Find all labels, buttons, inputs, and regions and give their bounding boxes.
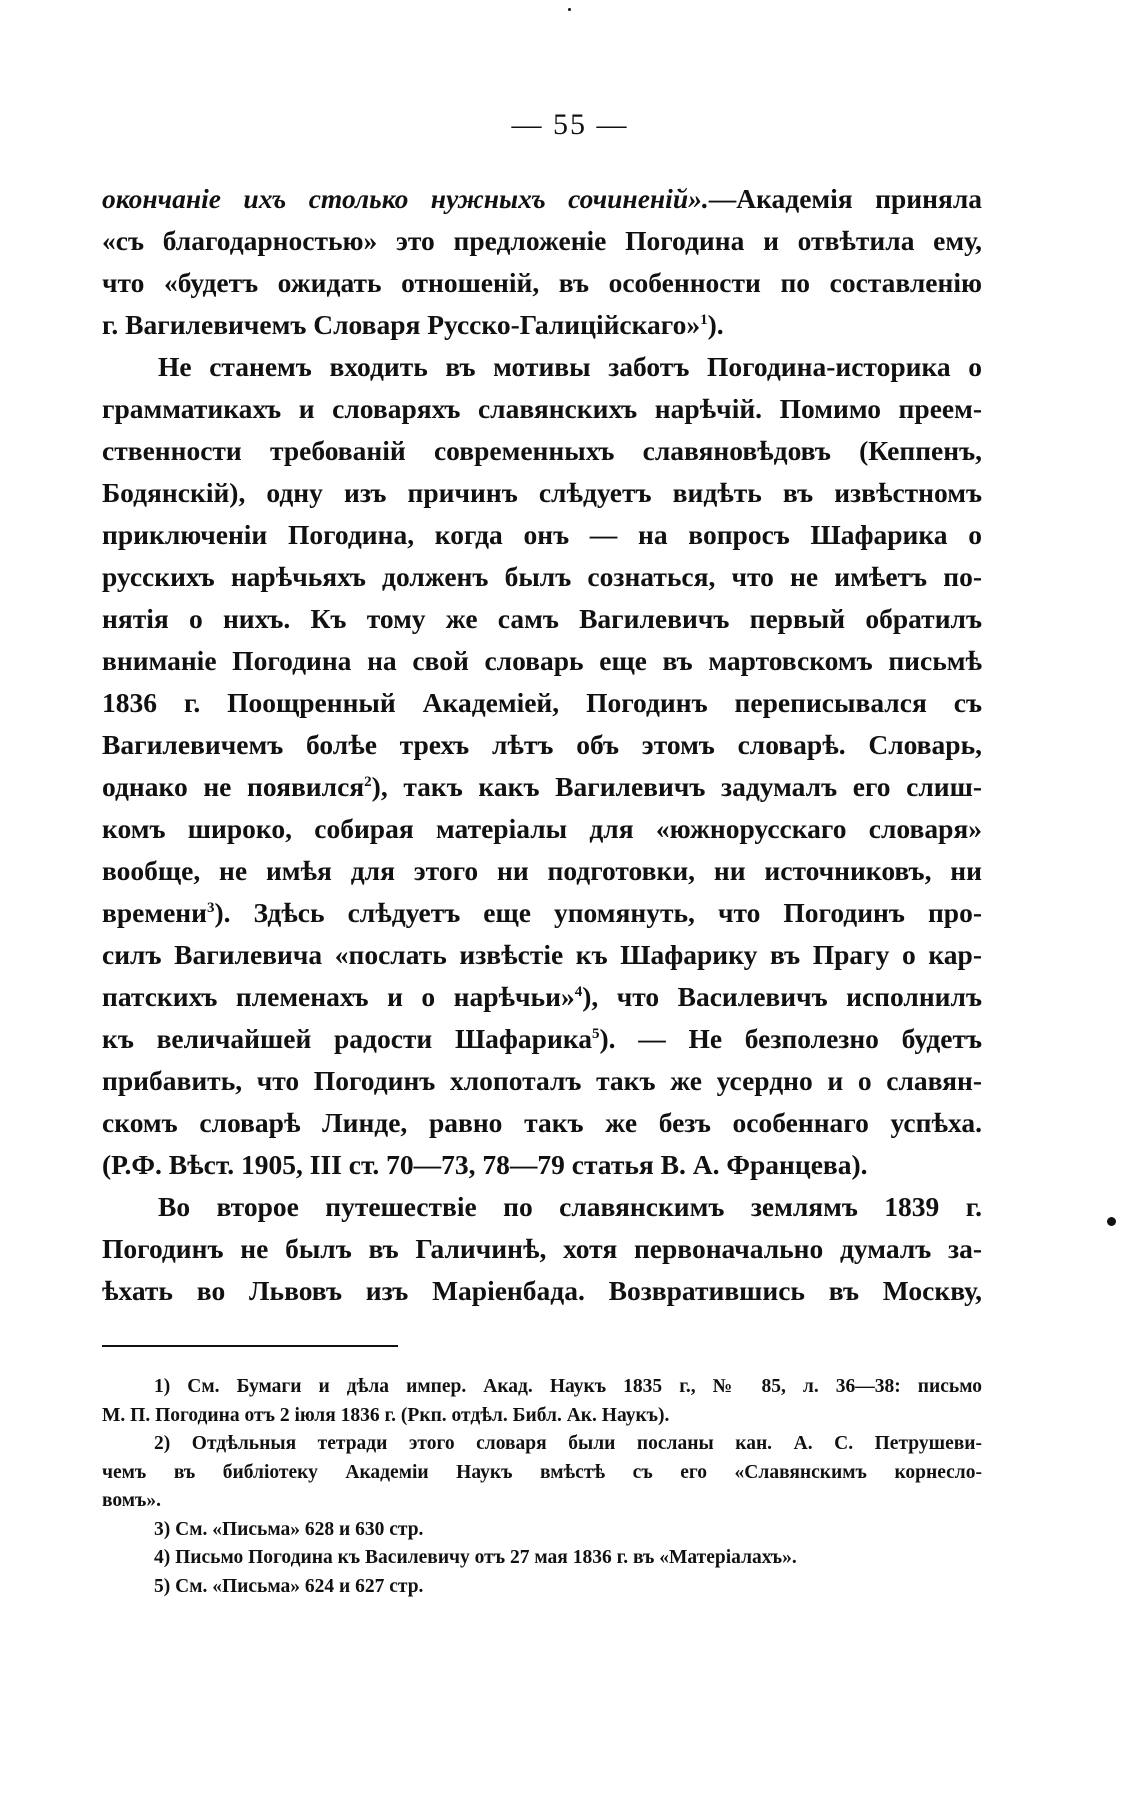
line-text: однако не появился bbox=[102, 771, 365, 802]
text-line bbox=[102, 598, 982, 640]
text-line bbox=[102, 1228, 982, 1270]
footnote-line: 3) См. «Письма» 628 и 630 стр. bbox=[154, 1518, 424, 1540]
text-line bbox=[102, 976, 982, 1018]
text-line bbox=[102, 388, 982, 430]
line-text: что «будетъ ожидать отношеній, въ особенности по составленію bbox=[102, 267, 982, 298]
footnote-ref: 3 bbox=[206, 899, 215, 916]
footnote-rule bbox=[102, 1345, 398, 1347]
text-line bbox=[102, 430, 982, 472]
line-text: патскихъ племенахъ и о нарѣчьи» bbox=[102, 981, 575, 1012]
footnote-ref: 4 bbox=[574, 983, 583, 1000]
text-line bbox=[102, 472, 982, 514]
line-text: —Академія приняла bbox=[708, 183, 983, 214]
line-text-after: ), такъ какъ Вагилевичъ задумалъ его слиш- bbox=[371, 771, 982, 802]
text-line bbox=[102, 640, 982, 682]
line-text: вниманіе Погодина на свой словарь еще въ мартовскомъ письмѣ bbox=[102, 645, 982, 676]
main-text bbox=[102, 178, 982, 1312]
text-line bbox=[102, 766, 982, 808]
line-text: скомъ словарѣ Линде, равно такъ же безъ особеннаго успѣха. bbox=[102, 1107, 982, 1138]
ink-speck bbox=[568, 8, 571, 11]
line-text: времени bbox=[102, 897, 207, 928]
text-line bbox=[102, 1186, 982, 1228]
line-text: Во второе путешествіе по славянскимъ землямъ 1839 г. bbox=[158, 1191, 982, 1222]
text-line bbox=[102, 1060, 982, 1102]
line-text: къ величайшей радости Шафарика bbox=[102, 1023, 593, 1054]
line-text: 1836 г. Поощренный Академіей, Погодинъ переписывался съ bbox=[102, 687, 982, 718]
line-text: прибавить, что Погодинъ хлопоталъ такъ же усердно и о славян- bbox=[102, 1065, 982, 1096]
text-line bbox=[102, 346, 982, 388]
italic-phrase: окончаніе ихъ столько нужныхъ сочиненій». bbox=[102, 183, 709, 214]
line-text: грамматикахъ и словаряхъ славянскихъ нарѣчій. Помимо преем- bbox=[102, 393, 982, 424]
line-text: силъ Вагилевича «послать извѣстіе къ Шафарику въ Прагу о кар- bbox=[102, 939, 982, 970]
footnote-ref: 1 bbox=[700, 311, 708, 328]
text-line bbox=[102, 682, 982, 724]
line-text: Вагилевичемъ болѣе трехъ лѣтъ объ этомъ словарѣ. Словарь, bbox=[102, 729, 982, 760]
text-line bbox=[102, 220, 982, 262]
footnote-line: 5) См. «Письма» 624 и 627 стр. bbox=[154, 1575, 424, 1597]
line-text: Бодянскій), одну изъ причинъ слѣдуетъ видѣть въ извѣстномъ bbox=[102, 477, 982, 508]
text-line bbox=[102, 1102, 982, 1144]
line-text: нятія о нихъ. Къ тому же самъ Вагилевичъ первый обратилъ bbox=[102, 603, 982, 634]
line-text-after: ), что Василевичъ исполнилъ bbox=[582, 981, 982, 1012]
text-line bbox=[102, 304, 982, 346]
line-text: русскихъ нарѣчьяхъ долженъ былъ сознаться, что не имѣетъ по- bbox=[102, 561, 982, 592]
line-text: комъ широко, собирая матеріалы для «южнорусскаго словаря» bbox=[102, 813, 982, 844]
line-text-after: ). Здѣсь слѣдуетъ еще упомянуть, что Погодинъ про- bbox=[214, 897, 982, 928]
line-text: (Р.Ф. Вѣст. 1905, III ст. 70—73, 78—79 статья В. А. Францева). bbox=[102, 1149, 868, 1180]
footnote-line: 2) Отдѣльныя тетради этого словаря были посланы кан. А. С. Петрушеви- bbox=[154, 1433, 982, 1454]
text-line bbox=[102, 514, 982, 556]
text-line bbox=[102, 934, 982, 976]
line-text-after: ). — Не безполезно будетъ bbox=[599, 1023, 983, 1054]
footnote-line: М. П. Погодина отъ 2 іюля 1836 г. (Ркп. отдѣл. Библ. Ак. Наукъ). bbox=[102, 1404, 670, 1426]
footnotes bbox=[102, 1373, 982, 1601]
text-line bbox=[102, 262, 982, 304]
text-line bbox=[102, 808, 982, 850]
page-number: — 55 — bbox=[511, 108, 629, 141]
footnote-ref: 5 bbox=[592, 1025, 600, 1042]
text-line bbox=[102, 892, 982, 934]
ink-speck bbox=[1107, 1217, 1116, 1226]
text-line bbox=[102, 1270, 982, 1312]
footnote-line: чемъ въ библіотеку Академіи Наукъ вмѣстѣ съ его «Славянскимъ корнесло- bbox=[102, 1461, 982, 1483]
line-text-after: ). bbox=[707, 309, 724, 340]
line-text: Не станемъ входить въ мотивы заботъ Погодина-историка о bbox=[158, 351, 982, 382]
line-text: вообще, не имѣя для этого ни подготовки, ни источниковъ, ни bbox=[102, 855, 982, 886]
text-line bbox=[102, 850, 982, 892]
footnote-line: вомъ». bbox=[102, 1490, 162, 1511]
text-line bbox=[102, 724, 982, 766]
footnote-line: 1) См. Бумаги и дѣла импер. Акад. Наукъ 1835 г., № 85, л. 36—38: письмо bbox=[154, 1376, 982, 1397]
line-text: «съ благодарностью» это предложеніе Погодина и отвѣтила ему, bbox=[102, 225, 982, 256]
line-text: ѣхать во Львовъ изъ Маріенбада. Возвратившись въ Москву, bbox=[102, 1275, 982, 1306]
footnote-ref: 2 bbox=[364, 773, 372, 790]
text-line bbox=[102, 556, 982, 598]
line-text: г. Вагилевичемъ Словаря Русско-Галиційскаго» bbox=[102, 309, 701, 340]
text-line bbox=[102, 1018, 982, 1060]
footnote-line: 4) Письмо Погодина къ Василевичу отъ 27 мая 1836 г. въ «Матеріалахъ». bbox=[154, 1547, 797, 1568]
line-text: Погодинъ не былъ въ Галичинѣ, хотя первоначально думалъ за- bbox=[102, 1233, 982, 1264]
line-text: ственности требованій современныхъ славяновѣдовъ (Кеппенъ, bbox=[102, 435, 982, 466]
line-text: приключеніи Погодина, когда онъ — на вопросъ Шафарика о bbox=[102, 519, 982, 550]
text-line bbox=[102, 178, 982, 220]
text-line bbox=[102, 1144, 982, 1186]
